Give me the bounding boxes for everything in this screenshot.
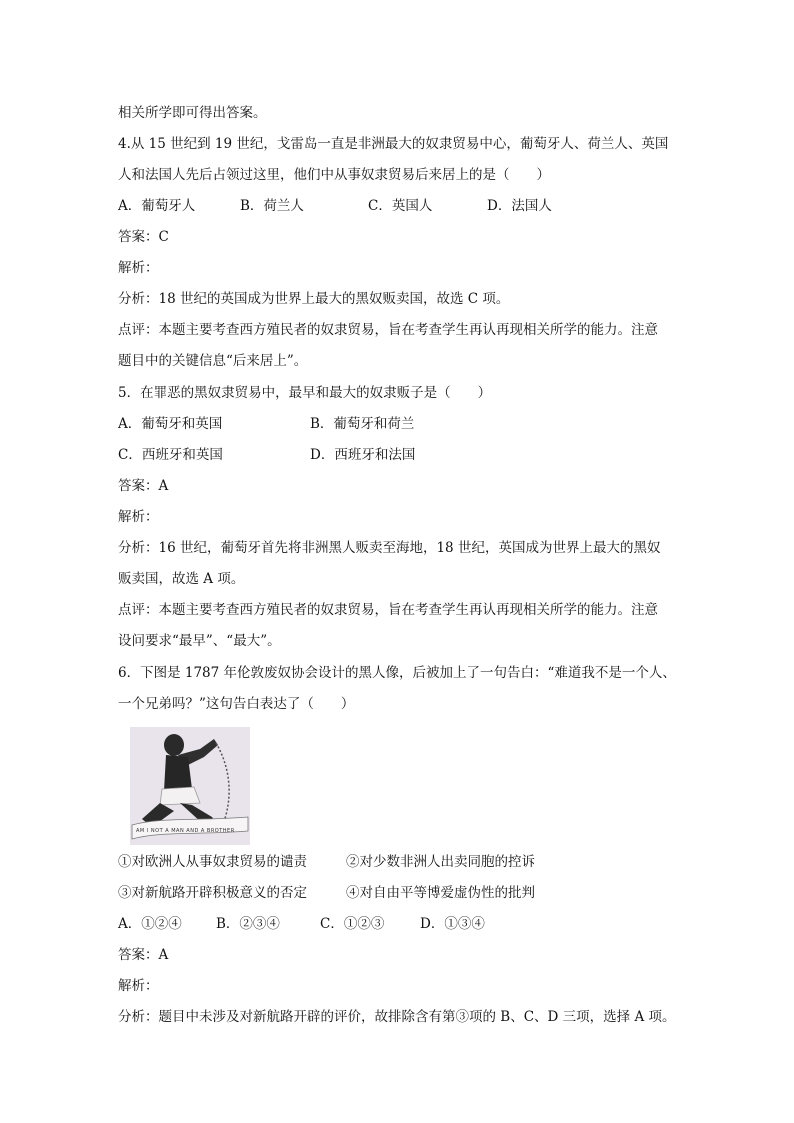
q5-option-d: D．西班牙和法国 [310, 447, 416, 463]
q5-comment-2: 设问要求“最早”、“最大”。 [118, 633, 281, 649]
question-4-stem-1: 4.从 15 世纪到 19 世纪，戈雷岛一直是非洲最大的奴隶贸易中心，葡萄牙人、荷兰人、英国 [118, 136, 669, 152]
question-6-stem-2: 一个兄弟吗？”这句告白表达了（ ） [118, 696, 355, 712]
q4-option-c: C．英国人 [368, 198, 433, 214]
q6-option-b: B．②③④ [216, 916, 280, 932]
q5-option-a: A．葡萄牙和英国 [118, 416, 223, 432]
q6-answer: 答案：A [118, 947, 169, 963]
question-6-stem-1: 6．下图是 1787 年伦敦废奴协会设计的黑人像，后被加上了一句告白：“难道我不是一个人、 [118, 665, 676, 681]
q6-option-d: D．①③④ [420, 916, 485, 932]
question-5-stem: 5．在罪恶的黑奴隶贸易中，最早和最大的奴隶贩子是（ ） [118, 385, 492, 401]
q5-option-c: C．西班牙和英国 [118, 447, 223, 463]
q5-analysis-2: 贩卖国，故选 A 项。 [118, 571, 245, 587]
q6-statement-2: ②对少数非洲人出卖同胞的控诉 [346, 854, 535, 870]
q4-option-a: A．葡萄牙人 [118, 198, 196, 214]
q4-option-b: B．荷兰人 [240, 198, 304, 214]
q6-jiexi: 解析： [118, 978, 159, 994]
q6-statement-1: ①对欧洲人从事奴隶贸易的谴责 [118, 854, 307, 870]
q4-comment-2: 题目中的关键信息“后来居上”。 [118, 353, 308, 369]
q5-answer: 答案：A [118, 478, 169, 494]
q6-analysis: 分析：题目中未涉及对新航路开辟的评价，故排除含有第③项的 B、C、D 三项，选择 A 项。 [118, 1009, 676, 1025]
q5-option-b: B．葡萄牙和荷兰 [310, 416, 415, 432]
question-4-stem-2: 人和法国人先后占领过这里，他们中从事奴隶贸易后来居上的是（ ） [118, 167, 550, 183]
q4-comment-1: 点评：本题主要考查西方殖民者的奴隶贸易，旨在考查学生再认再现相关所学的能力。注意 [118, 322, 658, 338]
q4-answer: 答案：C [118, 229, 169, 245]
q5-jiexi: 解析： [118, 509, 159, 525]
line-l1: 相关所学即可得出答案。 [118, 105, 267, 121]
q5-comment-1: 点评：本题主要考查西方殖民者的奴隶贸易，旨在考查学生再认再现相关所学的能力。注意 [118, 602, 658, 618]
q4-option-d: D．法国人 [487, 198, 552, 214]
q6-statement-4: ④对自由平等博爱虚伪性的批判 [346, 885, 535, 901]
q4-jiexi: 解析： [118, 260, 159, 276]
q6-statement-3: ③对新航路开辟积极意义的否定 [118, 885, 307, 901]
abolition-figure [130, 727, 250, 845]
q5-analysis-1: 分析：16 世纪，葡萄牙首先将非洲黑人贩卖至海地，18 世纪，英国成为世界上最大的黑奴 [118, 540, 661, 556]
q6-option-a: A．①②④ [118, 916, 182, 932]
q6-option-c: C．①②③ [320, 916, 385, 932]
figure-motto: AM I NOT A MAN AND A BROTHER [136, 828, 235, 834]
q4-analysis: 分析：18 世纪的英国成为世界上最大的黑奴贩卖国，故选 C 项。 [118, 291, 510, 307]
